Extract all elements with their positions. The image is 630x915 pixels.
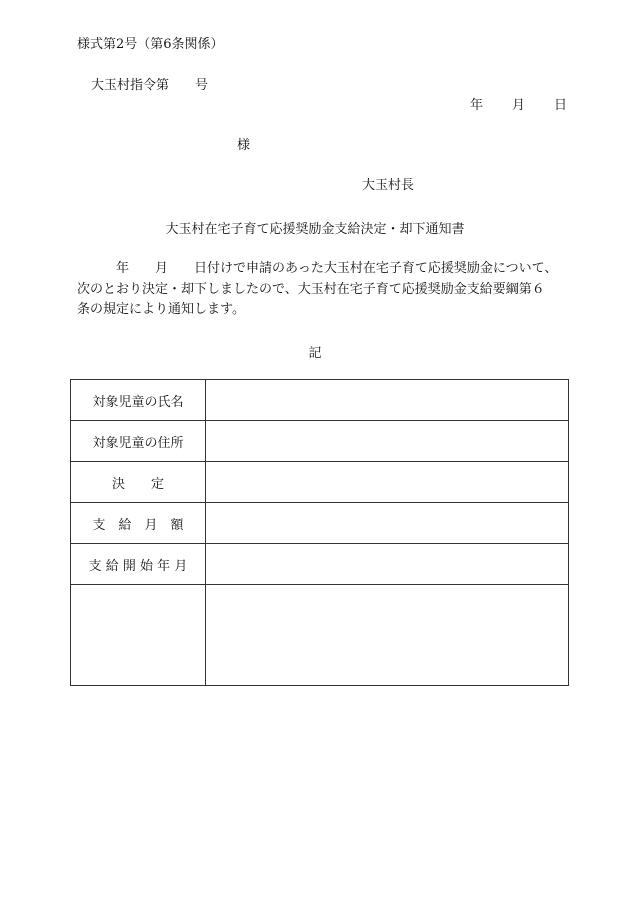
- body-text: [77, 259, 582, 321]
- row-label-child-name: 対象児童の氏名: [71, 380, 206, 421]
- date-day-label: 日: [554, 98, 568, 113]
- date-year-label: 年: [470, 98, 484, 113]
- table-row: [71, 585, 569, 686]
- row-label-child-address: 対象児童の住所: [71, 421, 206, 462]
- table-row: [71, 503, 569, 544]
- row-label-decision: 決 定: [71, 462, 206, 503]
- date-month-label: 月: [512, 98, 526, 113]
- row-value-child-name: [206, 380, 569, 421]
- table-row: [71, 462, 569, 503]
- addressee-honorific: 様: [237, 138, 251, 153]
- row-value-decision: [206, 462, 569, 503]
- ki-heading: 記: [308, 346, 322, 361]
- table-row: [71, 421, 569, 462]
- directive-number: 大玉村指令第 号: [91, 78, 209, 93]
- info-table: [70, 379, 569, 686]
- table-row: [71, 544, 569, 585]
- row-label-start-month: 支 給 開 始 年 月: [71, 544, 206, 585]
- row-value-child-address: [206, 421, 569, 462]
- issuer-name: 大玉村長: [362, 178, 415, 193]
- body-line: 次のとおり決定・却下しましたので、大玉村在宅子育て応援奨励金支給要綱第６: [77, 281, 545, 297]
- body-line: 条の規定により通知します。: [77, 302, 245, 317]
- date-line: [470, 98, 567, 114]
- row-label-remarks: [71, 585, 206, 686]
- row-label-monthly-amount: 支 給 月 額: [71, 503, 206, 544]
- document-title: 大玉村在宅子育て応援奨励金支給決定・却下通知書: [165, 222, 465, 237]
- row-value-start-month: [206, 544, 569, 585]
- table-row: [71, 380, 569, 421]
- row-value-remarks: [206, 585, 569, 686]
- row-value-monthly-amount: [206, 503, 569, 544]
- form-number: 様式第2号（第6条関係）: [77, 37, 224, 52]
- body-line: 年 月 日付けで申請のあった大玉村在宅子育て応援奨励金について、: [77, 261, 558, 276]
